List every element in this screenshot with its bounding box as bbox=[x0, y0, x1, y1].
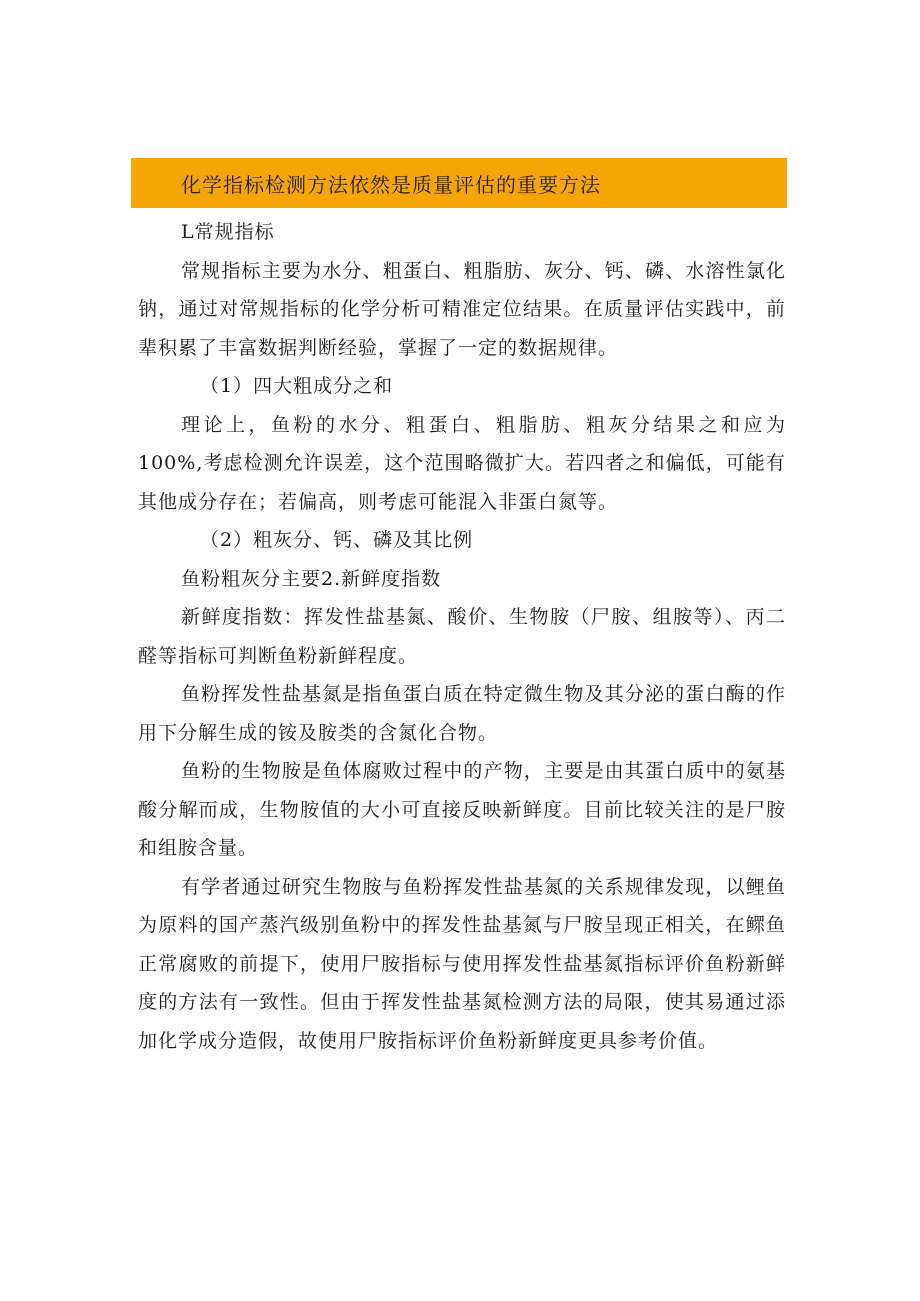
paragraph-biogenic-amines: 鱼粉的生物胺是鱼体腐败过程中的产物，主要是由其蛋白质中的氨基酸分解而成，生物胺值的大小可直接反映新鲜度。目前比较关注的是尸胺和组胺含量。 bbox=[138, 760, 786, 859]
paragraph-volatile-base-nitrogen: 鱼粉挥发性盐基氮是指鱼蛋白质在特定微生物及其分泌的蛋白酶的作用下分解生成的铵及胺类的含氮化合物。 bbox=[138, 683, 786, 744]
subheading-ash-calcium-phosphorus: （2）粗灰分、钙、磷及其比例 bbox=[200, 529, 474, 551]
paragraph-freshness-index: 新鲜度指数：挥发性盐基氮、酸价、生物胺（尸胺、组胺等）、丙二醛等指标可判断鱼粉新鲜程度。 bbox=[138, 606, 786, 667]
paragraph-freshness-heading: 鱼粉粗灰分主要2.新鲜度指数 bbox=[181, 567, 442, 590]
banner-title: 化学指标检测方法依然是质量评估的重要方法 bbox=[181, 172, 601, 197]
paragraph-four-components-sum: 理论上，鱼粉的水分、粗蛋白、粗脂肪、粗灰分结果之和应为100%,考虑检测允许误差，这个范围略微扩大。若四者之和偏低，可能有其他成分存在；若偏高，则考虑可能混入非蛋白氮等。 bbox=[138, 413, 786, 513]
document-body bbox=[138, 213, 786, 1060]
section-banner bbox=[131, 158, 787, 208]
subheading-four-crude-components: （1）四大粗成分之和 bbox=[200, 375, 394, 397]
paragraph-routine-indicators: 常规指标主要为水分、粗蛋白、粗脂肪、灰分、钙、磷、水溶性氯化钠，通过对常规指标的化学分析可精准定位结果。在质量评估实践中，前辈积累了丰富数据判断经验，掌握了一定的数据规律。 bbox=[138, 259, 786, 359]
heading-routine-indicators: L常规指标 bbox=[181, 221, 275, 243]
paragraph-research-findings: 有学者通过研究生物胺与鱼粉挥发性盐基氮的关系规律发现，以鲤鱼为原料的国产蒸汽级别鱼粉中的挥发性盐基氮与尸胺呈现正相关，在鳏鱼正常腐败的前提下，使用尸胺指标与使用挥发性盐基氮指标评价鱼粉新鲜度的方法有一致性。但由于挥发性盐基氮检测方法的局限，使其易通过添加化学成分造假，故使用尸胺指标评价鱼粉新鲜度更具参考价值。 bbox=[138, 875, 786, 1052]
